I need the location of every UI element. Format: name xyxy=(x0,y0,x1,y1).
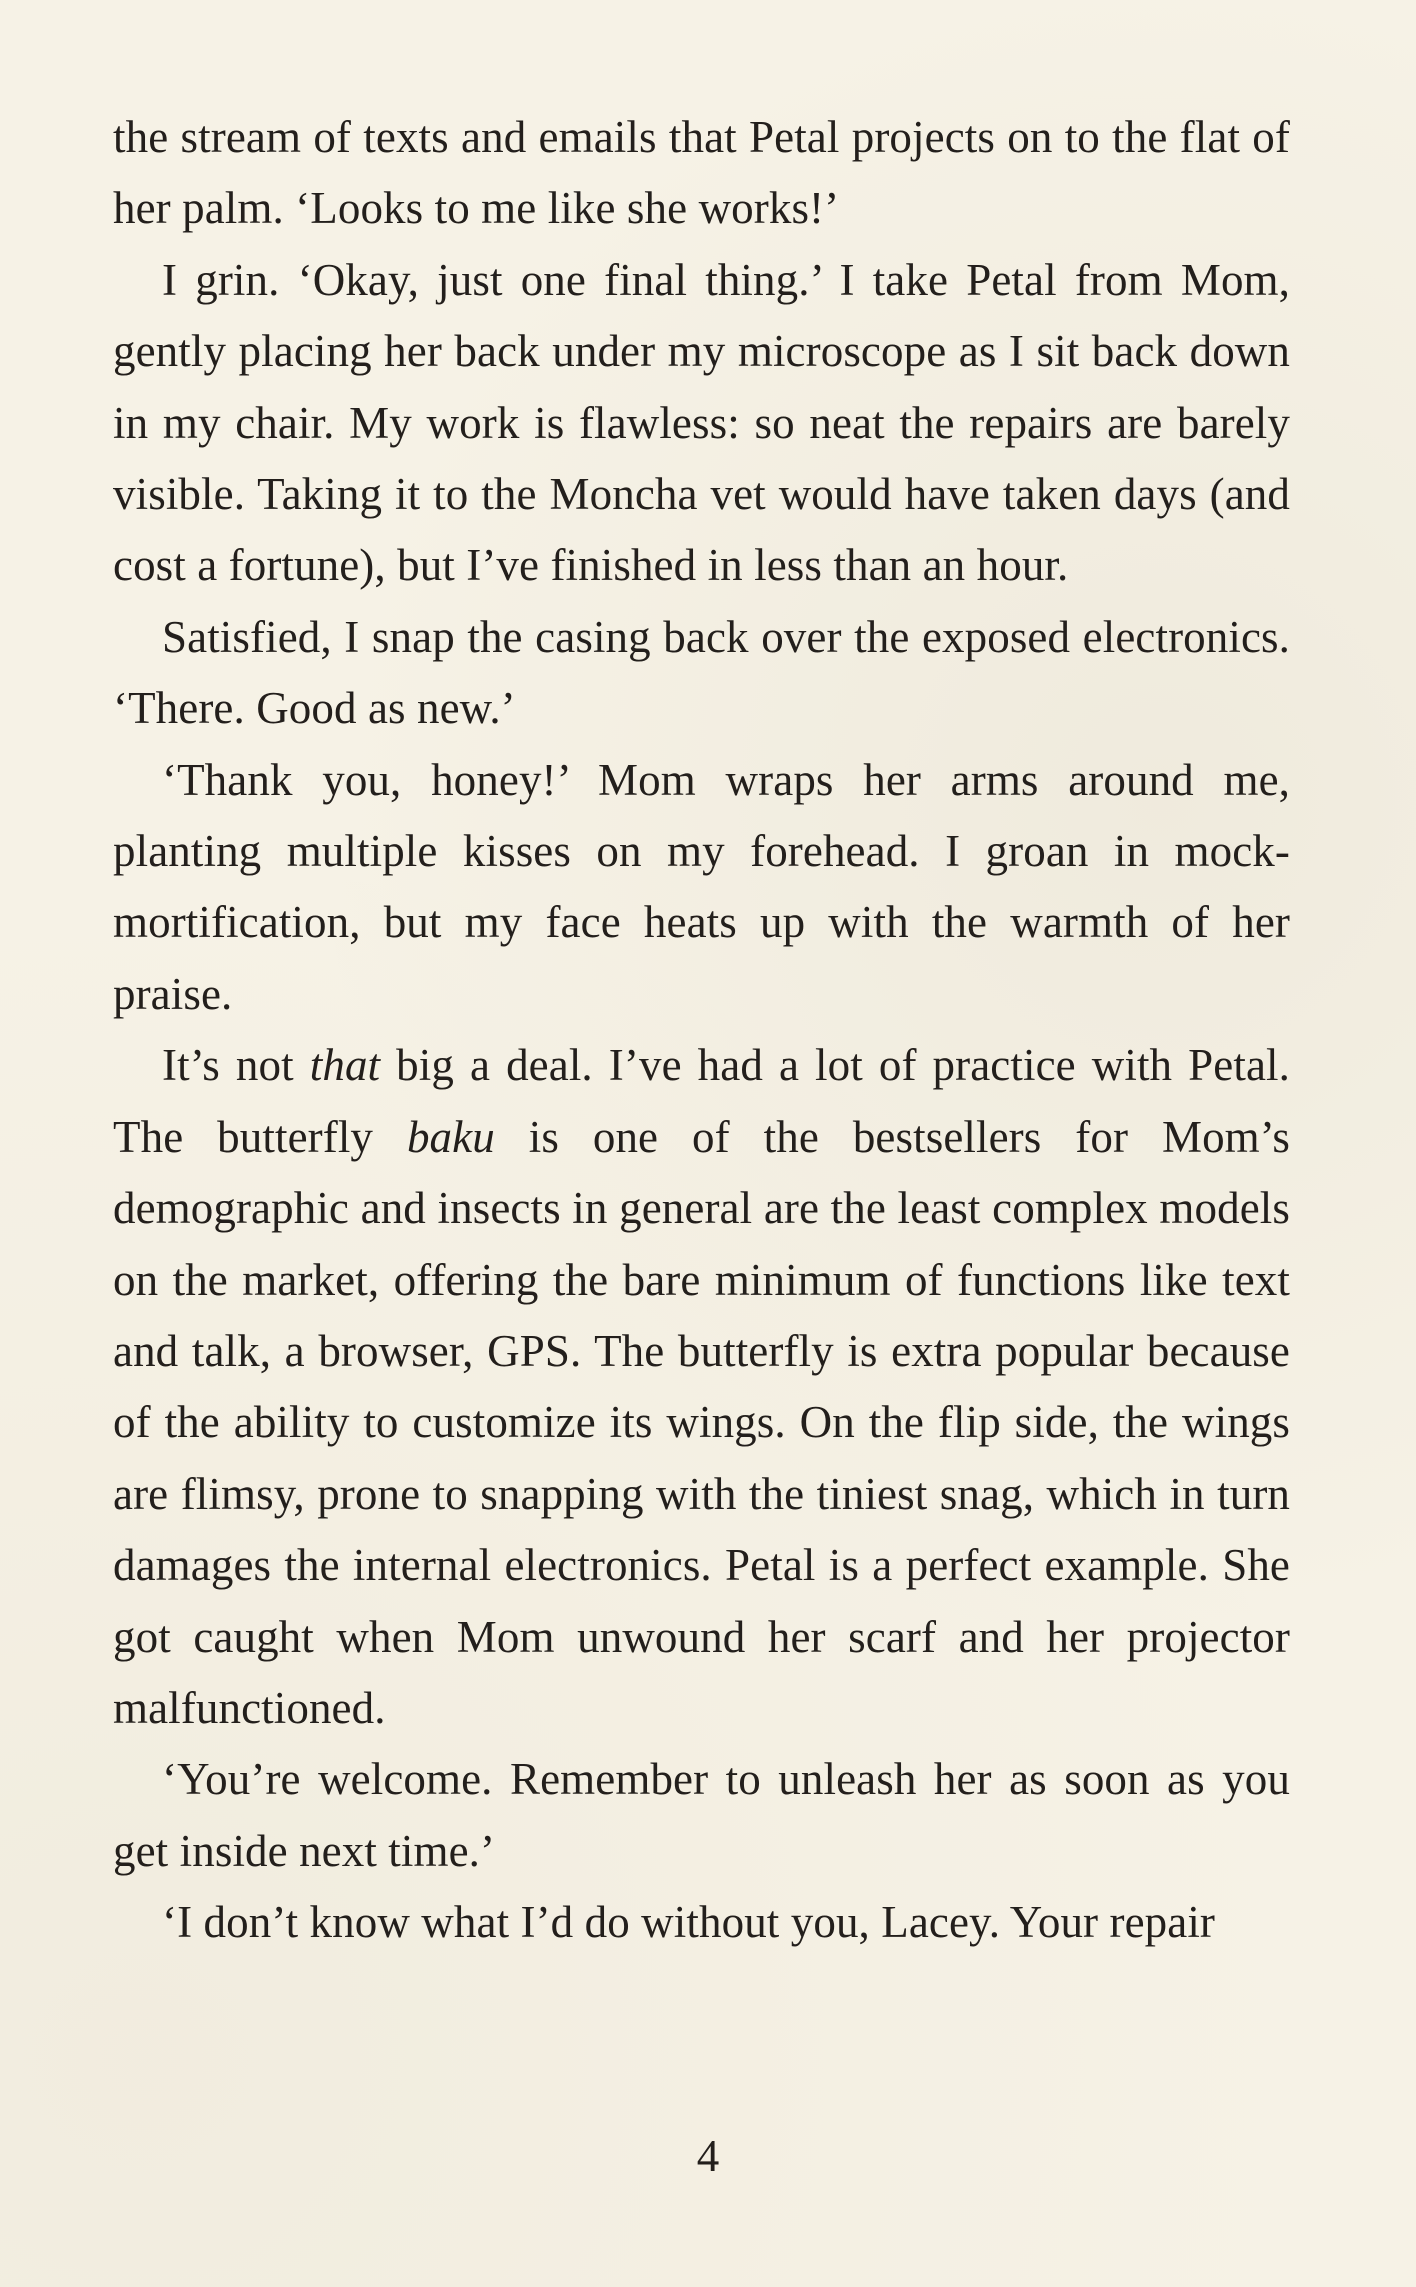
paragraph xyxy=(113,245,1290,602)
text-segment: the stream of texts and emails that Petal projects on to the flat of her palm. ‘Looks to me like she works!’ xyxy=(113,112,1290,234)
paragraph xyxy=(113,102,1290,245)
text-segment: ‘You’re welcome. Remember to unleash her as soon as you get inside next time.’ xyxy=(113,1754,1290,1876)
text-segment: ‘I don’t know what I’d do without you, Lacey. Your repair xyxy=(162,1897,1216,1948)
paragraph xyxy=(113,1744,1290,1887)
text-segment: It’s not xyxy=(162,1040,310,1091)
paragraph xyxy=(113,745,1290,1031)
text-segment: I grin. ‘Okay, just one final thing.’ I take Petal from Mom, gently placing her back under my microscope as I sit back down in my chair. My work is flawless: so neat the repairs are barely visible. Taking it to the Moncha vet would have taken days (and cost a fortune), but I’ve finished in less than an hour. xyxy=(113,254,1290,591)
emphasis-text: that xyxy=(309,1040,381,1091)
paragraph xyxy=(113,602,1290,745)
paragraph xyxy=(113,1030,1290,1744)
emphasis-text: baku xyxy=(406,1111,495,1162)
text-segment: ‘Thank you, honey!’ Mom wraps her arms around me, planting multiple kisses on my forehead. I groan in mock-mortification, but my face heats up with the warmth of her praise. xyxy=(113,754,1290,1019)
text-segment: big a deal. I’ve had a lot of practice with Petal. The butterfly xyxy=(113,1040,1290,1162)
text-segment: is one of the bestsellers for Mom’s demographic and insects in general are the least complex models on the market, offering the bare minimum of functions like text and talk, a browser, GPS. The butterfly is extra popular because of the ability to customize its wings. On the flip side, the wings are flimsy, prone to snapping with the tiniest snag, which in turn damages the internal electronics. Petal is a perfect example. She got caught when Mom unwound her scarf and her projector malfunctioned. xyxy=(113,1111,1290,1733)
page-number: 4 xyxy=(696,2131,720,2181)
text-segment: Satisfied, I snap the casing back over the exposed electronics. ‘There. Good as new.’ xyxy=(113,611,1290,734)
body-text xyxy=(113,102,1290,1959)
paragraph xyxy=(113,1887,1290,1958)
